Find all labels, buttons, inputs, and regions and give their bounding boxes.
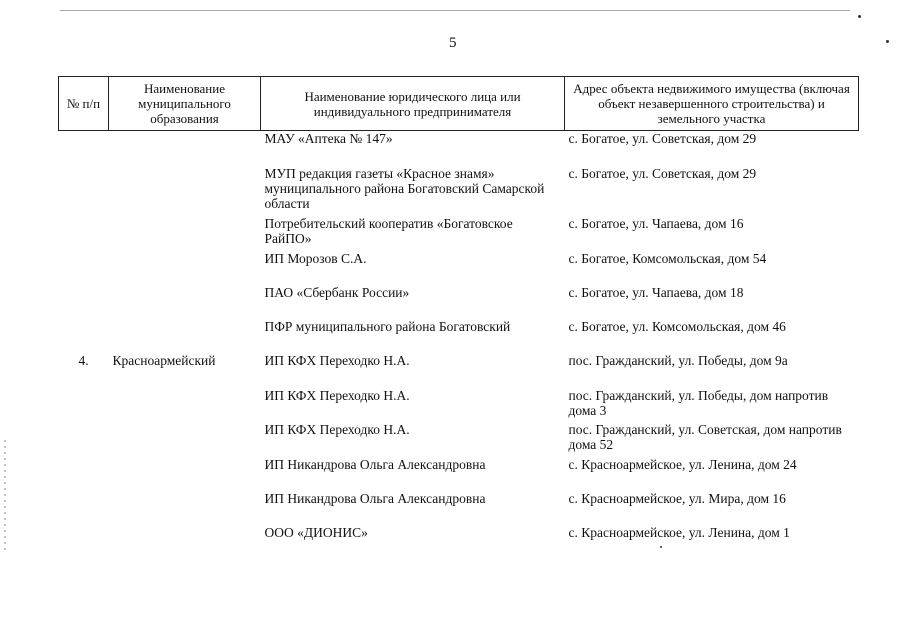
row-num — [59, 457, 109, 491]
row-entity: ИП Морозов С.А. — [264, 251, 367, 266]
row-num — [59, 166, 109, 216]
header-num: № п/п — [59, 77, 109, 131]
top-rule — [60, 10, 850, 11]
row-address: с. Красноармейское, ул. Ленина, дом 1 — [568, 525, 790, 540]
table-header-row — [59, 77, 859, 131]
row-num — [59, 525, 109, 559]
row-entity: ИП Никандрова Ольга Александровна — [264, 491, 486, 506]
row-entity: МУП редакция газеты «Красное знамя» муниципального района Богатовский Самарской области — [264, 166, 545, 211]
row-entity: Потребительский кооператив «Богатовское РайПО» — [264, 216, 513, 246]
row-address: пос. Гражданский, ул. Победы, дом напротив дома 3 — [568, 388, 829, 418]
table-row — [59, 353, 859, 388]
scan-edge-marks — [4, 440, 6, 550]
row-entity: ИП КФХ Переходко Н.А. — [264, 388, 410, 403]
table-row — [59, 131, 859, 167]
row-municipality — [109, 388, 261, 422]
row-num — [59, 131, 109, 167]
row-num — [59, 422, 109, 457]
row-municipality — [109, 319, 261, 353]
row-num — [59, 285, 109, 319]
table-row — [59, 319, 859, 353]
row-num — [59, 251, 109, 285]
row-address: с. Богатое, Комсомольская, дом 54 — [568, 251, 767, 266]
table-row — [59, 457, 859, 491]
row-num: 4. — [78, 353, 89, 368]
table-row — [59, 285, 859, 319]
row-entity: МАУ «Аптека № 147» — [264, 131, 393, 146]
property-table — [58, 76, 859, 559]
row-municipality: Красноармейский — [112, 353, 216, 368]
table-row — [59, 525, 859, 559]
row-num — [59, 319, 109, 353]
table-row — [59, 216, 859, 251]
row-address: с. Богатое, ул. Советская, дом 29 — [568, 166, 757, 181]
table-row — [59, 388, 859, 422]
page-number: 5 — [449, 35, 457, 51]
row-num — [59, 216, 109, 251]
row-num — [59, 388, 109, 422]
table-row — [59, 166, 859, 216]
row-entity: ИП КФХ Переходко Н.А. — [264, 353, 410, 368]
row-municipality — [109, 216, 261, 251]
row-entity: ИП Никандрова Ольга Александровна — [264, 457, 486, 472]
row-address: с. Богатое, ул. Чапаева, дом 18 — [568, 285, 744, 300]
row-municipality — [109, 525, 261, 559]
table-row — [59, 251, 859, 285]
row-num — [59, 491, 109, 525]
row-entity: ПАО «Сбербанк России» — [264, 285, 410, 300]
scan-speck — [858, 15, 861, 18]
header-address: Адрес объекта недвижимого имущества (включая объект незавершенного строительства) и земельного участка — [565, 77, 859, 131]
row-address: с. Богатое, ул. Чапаева, дом 16 — [568, 216, 744, 231]
row-municipality — [109, 131, 261, 167]
row-address: пос. Гражданский, ул. Советская, дом напротив дома 52 — [568, 422, 842, 452]
scan-speck — [886, 40, 889, 43]
row-entity: ПФР муниципального района Богатовский — [264, 319, 511, 334]
row-entity: ООО «ДИОНИС» — [264, 525, 368, 540]
header-municipality: Наименование муниципального образования — [109, 77, 261, 131]
table-row — [59, 491, 859, 525]
row-municipality — [109, 166, 261, 216]
header-entity: Наименование юридического лица или индивидуального предпринимателя — [261, 77, 565, 131]
row-address: с. Богатое, ул. Комсомольская, дом 46 — [568, 319, 786, 334]
row-municipality — [109, 251, 261, 285]
row-municipality — [109, 422, 261, 457]
row-address: с. Богатое, ул. Советская, дом 29 — [568, 131, 757, 146]
row-municipality — [109, 491, 261, 525]
row-address: с. Красноармейское, ул. Мира, дом 16 — [568, 491, 786, 506]
row-entity: ИП КФХ Переходко Н.А. — [264, 422, 410, 437]
row-address: с. Красноармейское, ул. Ленина, дом 24 — [568, 457, 797, 472]
table-row — [59, 422, 859, 457]
row-address: пос. Гражданский, ул. Победы, дом 9а — [568, 353, 788, 368]
row-municipality — [109, 457, 261, 491]
row-municipality — [109, 285, 261, 319]
